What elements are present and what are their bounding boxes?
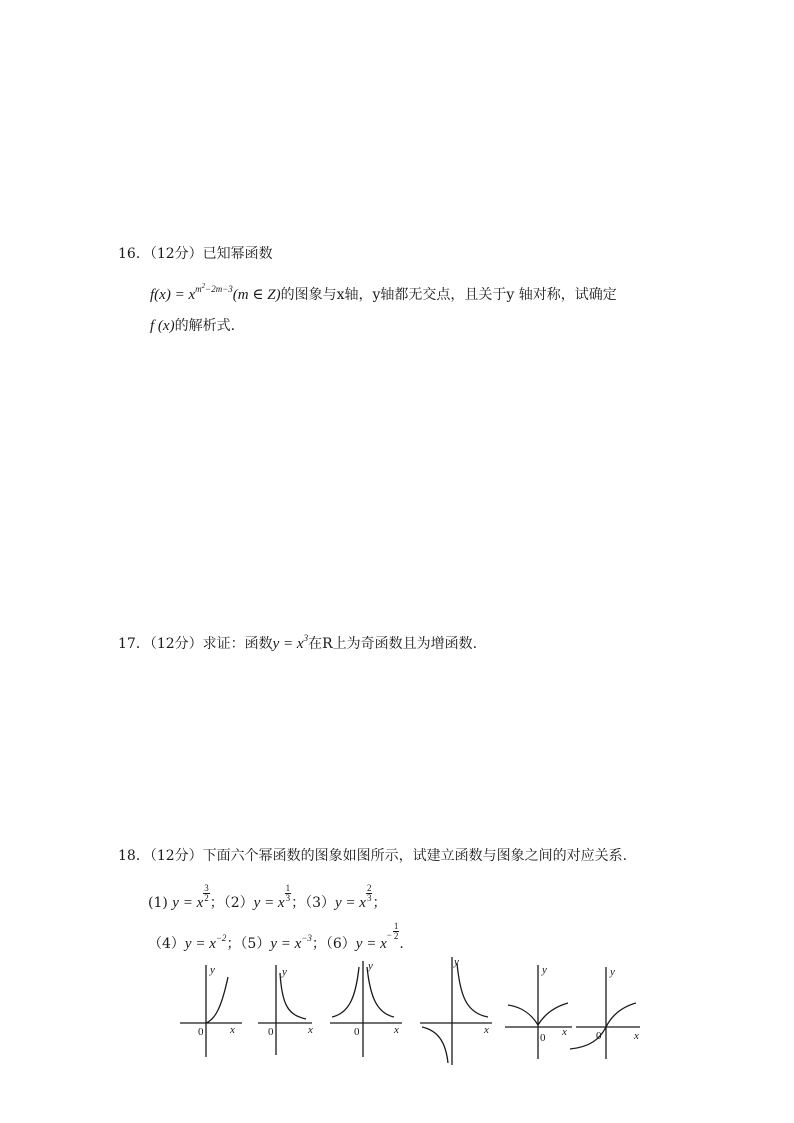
q16-text-1: 的图象与x轴，y轴都无交点，且关于y 轴对称，试确定 — [280, 287, 617, 303]
q16-condition: (m ∈ Z) — [232, 287, 281, 303]
q18-f6-den: 2 — [393, 931, 399, 941]
q18-f3-den: 3 — [366, 893, 372, 903]
q16-x-symbol: x — [159, 287, 166, 303]
graph-c — [330, 960, 402, 1057]
q16-function-f: $f(x) = x^{m^2-2m-3}(m$ ∈ Z) — [150, 282, 281, 303]
q18-head-text: 18．（12分）下面六个幂函数的图象如图所示，试建立函数与图象之间的对应关系. — [118, 848, 628, 864]
q17-exponent: 3 — [303, 633, 309, 643]
q18-f6-num: 1 — [393, 921, 399, 931]
q18-f5-eq: y = x — [270, 936, 302, 952]
q18-f6-eq: y = x — [355, 936, 387, 952]
q16-exp-m: m — [195, 284, 202, 294]
q17-text: 在R上为奇函数且为增函数. — [308, 636, 478, 652]
graph-b-curve — [280, 973, 306, 1019]
question-16-line-1 — [150, 276, 617, 305]
q18-f3-eq: y = x — [335, 895, 366, 911]
q16-exponent: m2−2m−3 — [195, 282, 233, 294]
q16-exp-rest: −2m−3 — [205, 284, 233, 294]
graph-a-y-label: y — [210, 964, 215, 976]
q18-f4-eq: y = x — [184, 936, 216, 952]
graph-c-curve-right — [367, 967, 394, 1017]
graph-b-origin: 0 — [268, 1026, 274, 1038]
graph-d-x-label: x — [484, 1024, 489, 1036]
graph-b — [258, 965, 313, 1055]
graph-b-x-label: x — [308, 1024, 313, 1036]
q18-f6-label: ；（6） — [311, 936, 356, 952]
question-18-functions-row-2 — [148, 922, 404, 954]
q16-fx: f (x) — [150, 318, 175, 334]
graphs-svg — [170, 955, 650, 1070]
graph-f — [570, 966, 640, 1059]
q18-f3-label: ；（3） — [291, 895, 336, 911]
q18-f3-num: 2 — [366, 883, 372, 893]
graph-a-curve — [206, 977, 228, 1023]
graph-c-x-label: x — [394, 1024, 399, 1036]
q18-row2-end: . — [399, 936, 404, 952]
question-16-line-2 — [150, 316, 235, 336]
question-17 — [118, 628, 477, 654]
q18-f3 — [335, 883, 372, 911]
q17-function — [272, 633, 309, 652]
graph-c-y-label: y — [368, 960, 373, 972]
graph-c-curve-left — [332, 967, 359, 1017]
q18-f2 — [253, 883, 291, 911]
graph-e-y-label: y — [542, 964, 547, 976]
graph-e-x-label: x — [562, 1026, 567, 1038]
graph-a — [180, 964, 242, 1057]
q18-f4-exponent: −2 — [215, 933, 227, 943]
q18-f2-eq: y = x — [253, 895, 285, 911]
q16-base-x: x — [188, 287, 196, 303]
q16-head-text: 16．（12分）已知幂函数 — [118, 246, 273, 262]
question-18-heading — [118, 846, 627, 866]
q18-f2-num: 1 — [285, 883, 291, 893]
question-18-functions-row-1 — [148, 884, 386, 913]
q18-f2-label: ；（2） — [209, 895, 254, 911]
graph-f-origin: 0 — [596, 1030, 602, 1042]
q18-f5 — [270, 933, 312, 952]
q18-f4 — [184, 933, 227, 952]
graph-d-curve-left — [422, 1027, 448, 1063]
q17-y-eq: y = x — [272, 636, 304, 652]
q16-text-2: 的解析式. — [174, 318, 236, 334]
graph-e-origin: 0 — [540, 1032, 546, 1044]
q17-head-text: 17．（12分）求证：函数 — [118, 636, 273, 652]
q18-f2-den: 3 — [285, 893, 291, 903]
q18-f6-sign: − — [386, 930, 392, 940]
graph-a-x-label: x — [230, 1024, 235, 1036]
graph-d — [420, 956, 492, 1065]
graph-e — [505, 964, 572, 1059]
graph-d-curve-right — [457, 963, 488, 1017]
graph-f-y-label: y — [610, 966, 615, 978]
graph-c-origin: 0 — [354, 1026, 360, 1038]
graph-b-y-label: y — [282, 966, 287, 978]
q18-f1-label: (1) — [148, 895, 168, 911]
q18-f5-exponent: −3 — [301, 933, 312, 943]
q18-f1-den: 2 — [204, 893, 209, 903]
q18-f4-label: （4） — [148, 936, 185, 952]
q18-f5-label: ；（5） — [226, 936, 271, 952]
q18-f1 — [172, 883, 209, 911]
q16-f-symbol: f — [150, 287, 155, 303]
graph-f-x-label: x — [634, 1030, 639, 1042]
power-function-graphs — [170, 955, 650, 1074]
question-16-heading — [118, 244, 273, 264]
q18-f1-eq: y = x — [172, 895, 204, 911]
q18-f1-num: 3 — [204, 883, 209, 893]
graph-f-curve — [570, 1003, 636, 1049]
graph-d-y-label: y — [454, 956, 459, 968]
q18-row1-end: ； — [372, 895, 387, 911]
graph-a-origin: 0 — [198, 1026, 204, 1038]
q18-f6 — [355, 921, 400, 952]
